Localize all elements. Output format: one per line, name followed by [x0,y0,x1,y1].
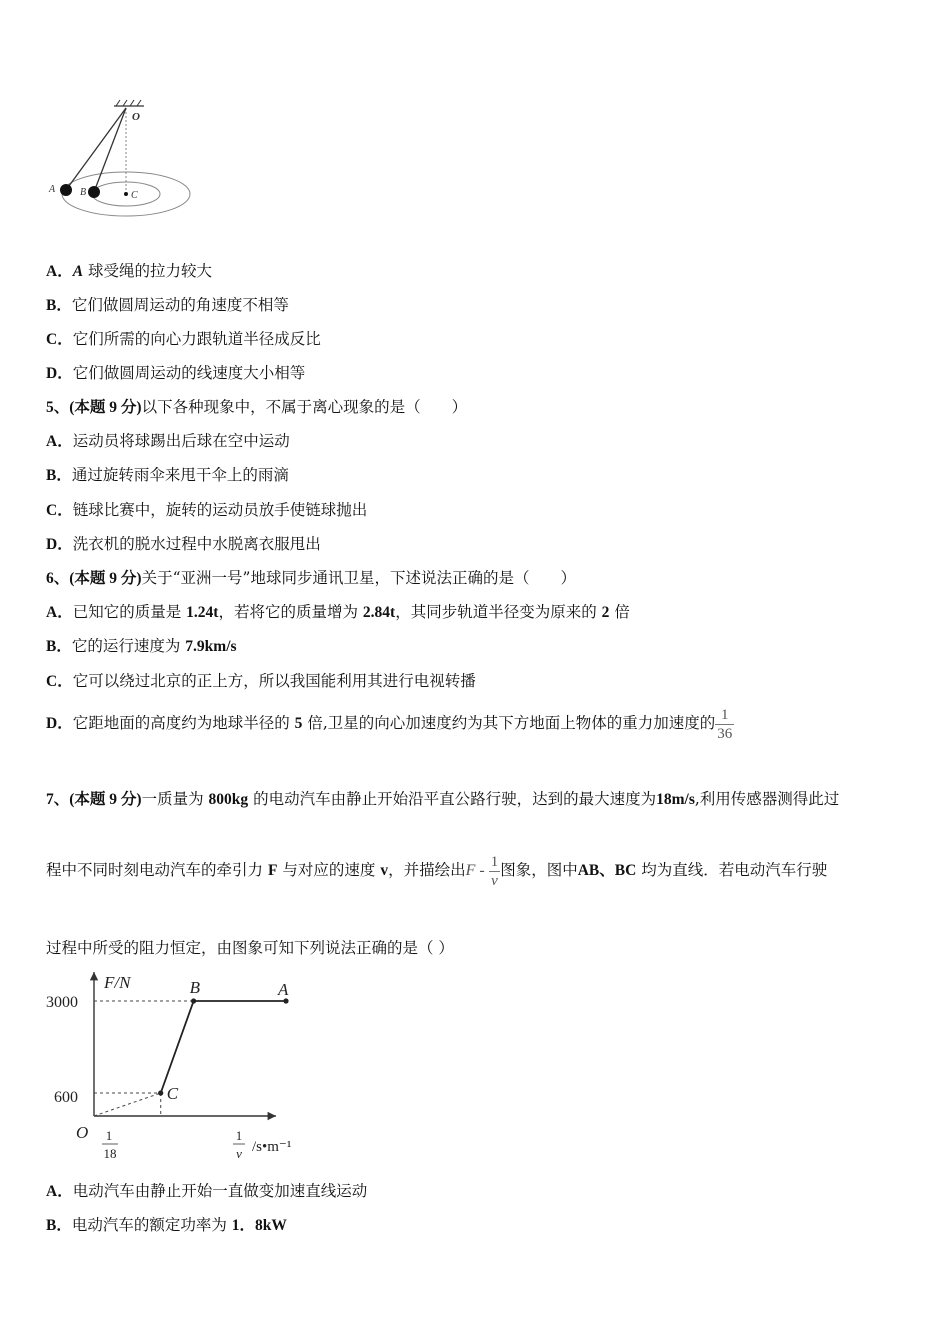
fraction-1-36: $\frac{1}{36}$ [717,706,733,742]
point-a [283,998,288,1003]
point-b-label: B [80,187,87,198]
point-a-label: A [49,184,56,195]
force-vs-inverse-velocity-chart [44,968,314,1168]
q5-option-b: B．通过旋转雨伞来甩干伞上的雨滴 [46,466,289,484]
point-o-label: O [132,111,140,123]
q5-option-a: A．运动员将球踢出后球在空中运动 [46,432,290,450]
q6-option-c: C．它可以绕过北京的正上方，所以我国能利用其进行电视转播 [46,672,476,690]
q5-stem: 5、(本题 9 分)以下各种现象中，不属于离心现象的是（ ） [46,398,468,416]
guide-origin-c [94,1093,161,1116]
x-label-den: v [236,1146,242,1161]
q4-option-b: B．它们做圆周运动的角速度不相等 [46,296,289,314]
q7-stem-line1: 7、(本题 9 分)一质量为 800kg 的电动汽车由静止开始沿平直公路行驶，达到的最大速度为18m/s,利用传感器测得此过 [46,790,840,808]
y-tick-600: 600 [54,1089,78,1106]
q7-option-a: A．电动汽车由静止开始一直做变加速直线运动 [46,1182,368,1200]
q7-stem-line3: 过程中所受的阻力恒定，由图象可知下列说法正确的是（ ） [46,939,454,957]
q6-option-a: A．已知它的质量是 1.24t，若将它的质量增为 2.84t，其同步轨道半径变为原来的 2 倍 [46,603,630,621]
point-b [191,998,196,1003]
q5-option-d: D．洗衣机的脱水过程中水脱离衣服甩出 [46,535,321,553]
point-b-label: B [189,978,200,997]
q4-option-c: C．它们所需的向心力跟轨道半径成反比 [46,330,321,348]
q6-option-b: B．它的运行速度为 7.9km/s [46,637,237,655]
point-a-label: A [278,980,289,999]
point-c [158,1090,163,1095]
q6-stem: 6、(本题 9 分)关于“亚洲一号”地球同步通讯卫星，下述说法正确的是（ ） [46,569,576,587]
q4-option-a: A．A 球受绳的拉力较大 [46,262,212,280]
conical-pendulum-figure [44,96,204,226]
point-c-label: C [131,190,138,201]
y-axis-label: F/N [104,973,131,992]
q7-option-b: B．电动汽车的额定功率为 1．8kW [46,1216,287,1234]
ball-a [60,184,72,196]
q7-stem-line2: 程中不同时刻电动汽车的牵引力 F 与对应的速度 v，并描绘出F - $\frac{1}{v}$ 图象，图中AB、BC 均为直线．若电动汽车行驶 [46,853,828,889]
q4-option-d: D．它们做圆周运动的线速度大小相等 [46,364,306,382]
x-tick-num: 1 [105,1128,113,1143]
x-tick-den: 18 [103,1146,117,1161]
fraction-1-v: $\frac{1}{v}$ [490,853,499,889]
origin-label: O [76,1123,89,1142]
q5-option-c: C．链球比赛中，旋转的运动员放手使链球抛出 [46,501,368,519]
ball-b [88,186,100,198]
x-label-num: 1 [235,1128,243,1143]
x-axis-label: /s•m⁻¹ [252,1139,292,1155]
y-tick-3000: 3000 [46,994,78,1011]
q6-option-d: D．它距地面的高度约为地球半径的 5 倍,卫星的向心加速度约为其下方地面上物体的重力加速度的 $\frac{1}{36}$ [46,706,733,742]
point-c-label: C [166,1084,179,1103]
segment-bc [161,1001,194,1093]
